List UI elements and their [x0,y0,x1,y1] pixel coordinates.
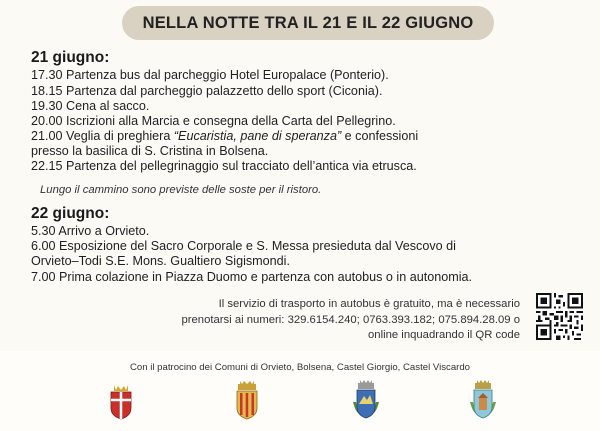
schedule-line: Orvieto–Todi S.E. Mons. Gualtiero Sigismondi. [31,254,290,268]
title-banner [122,6,494,40]
qr-code-icon[interactable] [536,293,583,340]
transport-line: online inquadrando il QR code [368,329,520,341]
schedule-line: 7.00 Prima colazione in Piazza Duomo e partenza con autobus o in autonomia. [31,270,473,284]
day1-heading: 21 giugno: [31,49,110,66]
transport-line: prenotarsi ai numeri: 329.6154.240; 0763.393.182; 075.894.28.09 o [181,313,520,326]
schedule-line: 6.00 Esposizione del Sacro Corporale e S. Messa presieduta dal Vescovo di [31,239,456,253]
schedule-line: 18.15 Partenza dal parcheggio palazzetto dello sport (Ciconia). [31,84,383,98]
veglia-quote: “Eucaristia, pane di speranza” [173,129,342,143]
schedule-line: 19.30 Cena al sacco. [31,99,150,113]
rest-stops-note: Lungo il cammino sono previste delle soste per il ristoro. [40,184,322,196]
veglia-text: 21.00 Veglia di preghiera [31,129,174,143]
orvieto-crest-icon [108,380,134,420]
patronage-text: Con il patrocino dei Comuni di Orvieto, Bolsena, Castel Giorgio, Castel Viscardo [129,362,471,373]
schedule-line: presso la basilica di S. Cristina in Bolsena. [31,144,269,158]
schedule-line: 20.00 Iscrizioni alla Marcia e consegna della Carta del Pellegrino. [31,114,396,128]
schedule-line-veglia [31,128,418,144]
page-title: NELLA NOTTE TRA IL 21 E IL 22 GIUGNO [142,13,474,32]
bolsena-crest-icon [234,380,260,420]
schedule-line: 5.30 Arrivo a Orvieto. [31,224,150,238]
schedule-line: 17.30 Partenza bus dal parcheggio Hotel Europalace (Ponterio). [31,68,389,82]
transport-info [181,297,520,344]
castel-viscardo-crest-icon [470,380,496,420]
castel-giorgio-crest-icon [353,380,379,420]
day2-heading: 22 giugno: [31,205,110,222]
schedule-line: 22.15 Partenza del pellegrinaggio sul tracciato dell’antica via etrusca. [31,159,417,173]
transport-line: Il servizio di trasporto in autobus è gratuito, ma è necessario [218,298,520,310]
veglia-tail: e confessioni [341,129,419,143]
